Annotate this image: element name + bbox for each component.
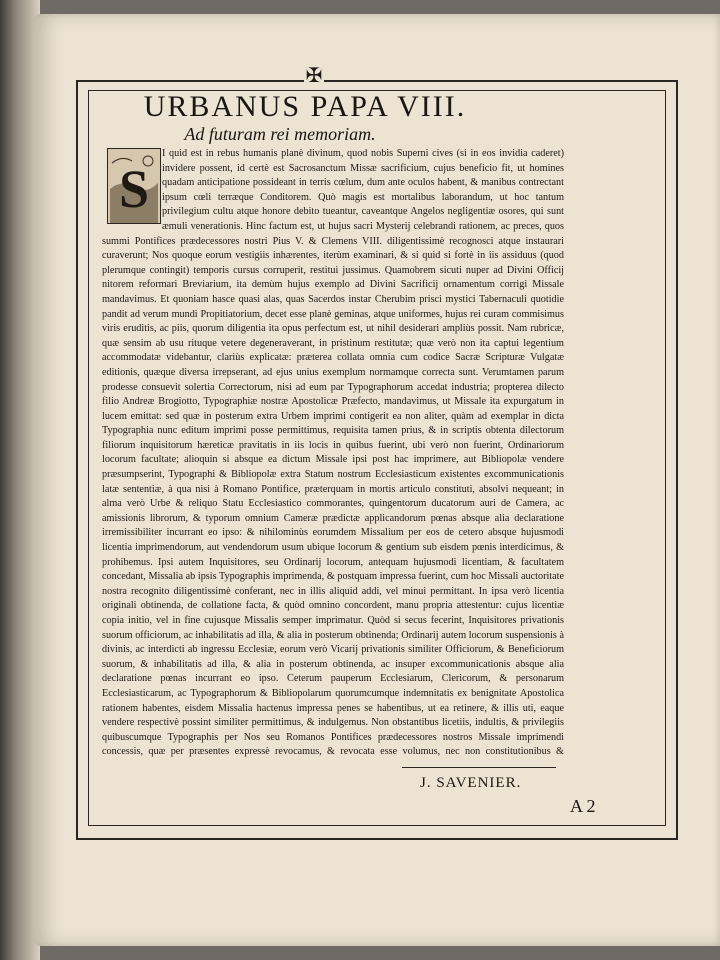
page-number: A 2 <box>570 796 596 816</box>
document-title: URBANUS PAPA VIII. <box>143 90 467 123</box>
initial-spacer <box>102 147 162 225</box>
body-text-content: I quid est in rebus humanis planè divinum, quod nobis Superni cives (si in eos invidia caderet) invidere possent, id certè est Sacrosanctum Missæ sacrificium, cujus beneficio fit, ut homines quadam anticipatione possideant in terris cœlum, dum ante oculos habent, & manibus contrectant ipsum cœli terræque Conditorem. Quò magis est mortalibus laborandum, ut hoc tantum privilegium cultu atque honore debito tueantur, caveantque Angelos negligentiæ osores, qui sunt æmuli venerationis. Hinc factum est, ut hujus sacri Mysterij celebrandi rationem, ac preces, quos summi Pontifices prædecessores nostri Pius V. & Clemens VIII. diligentissimè recognosci atque instaurari curaverunt; Nos quoque eorum vestigiis inhærentes, iterùm examinari, & si quid si fortè in iis assiduus (quod plerumque contingit) temporis cursus corruperit, restitui jussimus. Quamobrem sicuti nuper ad Divini Officij nitorem reformari Breviarium, ita demùm hujus exemplo ad Divini Sacrificij ornamentum corrigi Missale mandavimus. Et quoniam hasce quasi alas, quas Sacerdos instar Cherubim prisci mystici Tabernaculi quotidie pandit ad verum mundi Propitiatorium, decet esse planè geminas, atque uniformes, hujus rei curam commisimus viris eruditis, ac piis, quorum diligentia ita opus perfectum est, ut nihil desiderari ampliùs possit. Nam rubricæ, quæ sensim ab usu rituque vetere degeneraverant, in pristinum restitutæ; quæ verò non ita captui legentium accommodatæ videbantur, clariùs explicatæ: præterea collata omnia cum codice Sacræ Scripturæ Vulgatæ editionis, quæque diversa irrepserant, ad ejus unius exemplum normamque correcta sunt. Verumtamen parum prodesse consuevit solertia Correctorum, nisi ad eum par Typographorum accedat industria; propterea dilecto filio Andreæ Brogiotto, Typographiæ nostræ Apostolicæ Præfecto, mandavimus, ut Missale ita expurgatum in lucem emittat: sed quæ in posterum extra Urbem imprimi contigerit ea non aliter, quàm ad exemplar in dicta Typographia nunc editum imprimi posse permittimus, requisita tamen prius, & in scriptis obtenta dilectorum filiorum inquisitorum hæreticæ pravitatis in iis locis in quibus fuerint, ubi verò non fuerint, Ordinariorum locorum facultate; alioquin si absque ea dictum Missale ipsi post hac imprimere, aut Bibliopolæ vendere præsumpserint, Typographi & Bibliopolæ extra Statum nostrum Ecclesiasticum existentes excommunicationis latæ sententiæ, à qua nisi à Romano Pontifice, præterquam in mortis articulo constituti, absolvi nequeant; in alma verò Urbe & reliquo Statu Ecclesiastico commorantes, quingentorum ducatorum auri de Camera, ac amissionis librorum, & typorum omnium Cameræ prædictæ applicandorum pœnas absque alia declaratione irremissibiliter incurrant eo ipso: & nihilominùs eorumdem Missalium per eos de cetero absque hujusmodi licentia imprimendorum, aut vendendorum usum ubique locorum & gentium sub eisdem pœnis interdicimus, & prohibemus. Ipsi autem Inquisitores, seu Ordinarij locorum, antequam hujusmodi licentiam, & facultatem concedant, Missalia ab ipsis Typographis imprimenda, & postquam impressa fuerint, cum hoc Missali auctoritate nostra recognito diligentissimè conferant, nec in illis aliquid addi, vel minui permittant. In ipsa verò licentia originali obtinenda, de collatione facta, & quòd omnino concordent, manu propria attestentur: cujus licentiæ copia initio, vel in fine cujusque Missalis semper imprimatur. Quòd si secus fecerint, Inquisitores privationis suorum officiorum, ac inhabilitatis ad illa, & alia in posterum obtinenda; Ordinarij autem locorum suspensionis à divinis, ac interdicti ab ingressu Ecclesiæ, eorum verò Vicarij privationis similiter Officiorum, & Beneficiorum suorum, & inhabilitatis ad illa, & alia in posterum obtinenda, ac insuper excommunicationis absque alia declaratione pœnas incurrant eo ipso. Ceterum pauperum Ecclesiarum, Clericorum, & personarum Ecclesiasticarum, ac Typographorum & Bibliopolarum quorumcumque indemnitatis ex benignitate Apostolica rationem habentes, eisdem Missalia hactenus impressa penes se habentibus, ut ea retinere, & illis uti, eaque vendere respectivè possint similiter permittimus, & indulgemus. Non obstantibus licetiis, indultis, & privilegiis quibuscumque Typographis per Nos seu Romanos Pontifices prædecessores nostros Missale imprimendi concessis, quæ per præsentes expressè revocamus, & revocata esse volumus, nec non constitutionibus & <box>102 148 564 758</box>
cross-ornament-icon: ✠ <box>305 65 323 87</box>
initial-letter-glyph: S <box>118 159 150 219</box>
papal-brief-body <box>102 147 564 761</box>
engraver-signature: J. SAVENIER. <box>420 775 522 791</box>
document-subtitle: Ad futuram rei memoriam. <box>184 124 376 144</box>
signature-rule <box>402 767 556 768</box>
